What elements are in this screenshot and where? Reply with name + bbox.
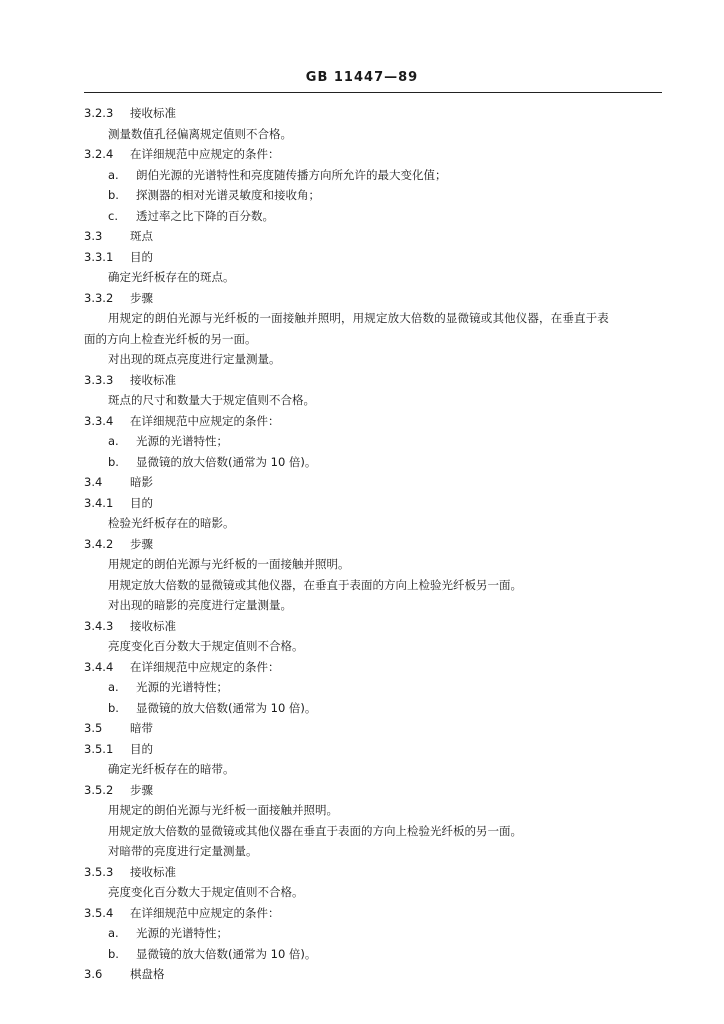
list-item-text: 显微镜的放大倍数(通常为 10 倍)。 [136,946,317,961]
section-heading [0,472,724,493]
paragraph-line: 用规定的朗伯光源与光纤板一面接触并照明。 [108,803,338,817]
section-heading [0,103,724,124]
section-title: 在详细规范中应规定的条件： [130,147,280,161]
section-number: 3.4 [84,475,103,489]
paragraph-line: 面的方向上检查光纤板的另一面。 [84,331,257,346]
list-item-text: 显微镜的放大倍数(通常为 10 倍)。 [136,700,317,715]
list-item-text: 光源的光谱特性； [136,926,228,940]
section-number: 3.4.4 [84,659,114,674]
list-item-marker: b. [108,454,119,469]
list-item [0,452,724,473]
list-item-text: 透过率之比下降的百分数。 [136,208,274,223]
section-heading [0,862,724,883]
paragraph-line: 斑点的尺寸和数量大于规定值则不合格。 [108,393,315,407]
list-item [0,944,724,965]
list-item [0,698,724,719]
section-title: 暗带 [130,721,153,735]
section-number: 3.3.2 [84,290,114,305]
section-number: 3.3 [84,229,103,243]
paragraph-line: 用规定放大倍数的显微镜或其他仪器，在垂直于表面的方向上检验光纤板另一面。 [108,577,522,592]
list-item-marker: b. [108,188,119,202]
list-item [0,431,724,452]
section-title: 接收标准 [130,618,176,633]
section-title: 在详细规范中应规定的条件： [130,413,280,428]
section-title: 斑点 [130,229,153,243]
section-heading [0,964,724,985]
list-item [0,206,724,227]
list-item-text: 光源的光谱特性； [136,680,228,694]
paragraph-line: 检验光纤板存在的暗影。 [108,516,235,530]
section-title: 接收标准 [130,106,176,120]
section-title: 暗影 [130,475,153,489]
document-body [0,103,724,985]
section-title: 步骤 [130,782,153,797]
list-item-marker: a. [108,167,119,182]
section-title: 步骤 [130,290,153,305]
section-number: 3.6 [84,967,103,981]
paragraph-line: 对出现的斑点亮度进行定量测量。 [108,352,281,366]
section-number: 3.5.3 [84,864,114,879]
section-heading [0,288,724,309]
list-item [0,185,724,206]
section-heading [0,739,724,760]
section-number: 3.3.4 [84,413,114,428]
paragraph-line: 确定光纤板存在的斑点。 [108,270,235,284]
section-number: 3.3.1 [84,249,114,264]
section-number: 3.5 [84,721,103,735]
section-number: 3.4.2 [84,536,114,551]
paragraph-line: 对出现的暗影的亮度进行定量测量。 [108,598,292,612]
section-number: 3.5.1 [84,741,114,756]
list-item-marker: a. [108,434,119,448]
section-heading [0,903,724,924]
list-item-text: 朗伯光源的光谱特性和亮度随传播方向所允许的最大变化值； [136,167,447,182]
section-heading [0,493,724,514]
paragraph-line: 确定光纤板存在的暗带。 [108,762,235,776]
section-number: 3.2.3 [84,106,114,120]
section-title: 步骤 [130,536,153,551]
section-heading [0,657,724,678]
paragraph-line: 用规定的朗伯光源与光纤板的一面接触并照明。 [108,557,350,571]
section-title: 接收标准 [130,864,176,879]
list-item-marker: a. [108,926,119,940]
section-number: 3.5.4 [84,905,114,920]
paragraph-line: 亮度变化百分数大于规定值则不合格。 [108,885,304,899]
paragraph-line: 亮度变化百分数大于规定值则不合格。 [108,639,304,653]
header-divider [84,92,662,93]
list-item-marker: a. [108,680,119,694]
list-item [0,677,724,698]
list-item-marker: c. [108,208,118,223]
list-item-marker: b. [108,700,119,715]
section-title: 目的 [130,249,153,264]
section-heading [0,534,724,555]
section-heading [0,616,724,637]
paragraph-line: 用规定的朗伯光源与光纤板的一面接触并照明，用规定放大倍数的显微镜或其他仪器，在垂直于表 [108,311,609,325]
section-number: 3.2.4 [84,147,114,161]
paragraph-line: 测量数值孔径偏离规定值则不合格。 [108,126,292,141]
section-title: 在详细规范中应规定的条件： [130,905,280,920]
section-heading [0,144,724,165]
section-title: 目的 [130,495,153,510]
section-title: 目的 [130,741,153,756]
list-item-marker: b. [108,946,119,961]
list-item-text: 光源的光谱特性； [136,434,228,448]
section-heading [0,718,724,739]
section-heading [0,411,724,432]
list-item [0,923,724,944]
list-item [0,165,724,186]
page-header-title: GB 11447—89 [305,70,419,85]
section-heading [0,370,724,391]
paragraph-line: 用规定放大倍数的显微镜或其他仪器在垂直于表面的方向上检验光纤板的另一面。 [108,823,522,838]
paragraph-line: 对暗带的亮度进行定量测量。 [108,844,258,858]
section-heading [0,247,724,268]
section-number: 3.3.3 [84,372,114,387]
section-heading [0,226,724,247]
list-item-text: 显微镜的放大倍数(通常为 10 倍)。 [136,454,317,469]
section-heading [0,780,724,801]
section-title: 棋盘格 [130,967,165,981]
section-number: 3.5.2 [84,782,114,797]
section-number: 3.4.1 [84,495,114,510]
section-title: 在详细规范中应规定的条件： [130,659,280,674]
section-number: 3.4.3 [84,618,114,633]
list-item-text: 探测器的相对光谱灵敏度和接收角； [136,188,320,202]
section-title: 接收标准 [130,372,176,387]
